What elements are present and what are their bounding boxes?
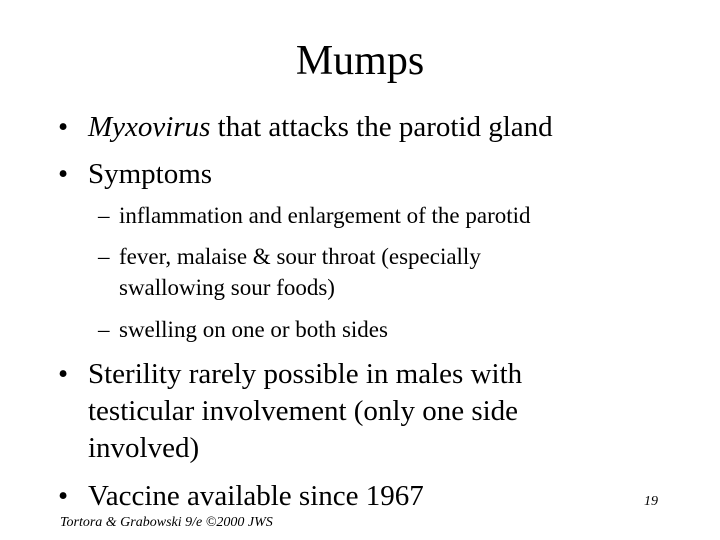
- sub-bullet-marker: –: [98, 203, 110, 228]
- sub-bullet-text: fever, malaise & sour throat (especially: [119, 244, 481, 269]
- slide-title: Mumps: [295, 38, 425, 84]
- sub-bullet-marker: –: [98, 244, 110, 269]
- bullet-marker: •: [58, 480, 69, 512]
- bullet-vaccine: [58, 478, 638, 515]
- bullet-line: involved): [88, 432, 200, 464]
- bullet-line: testicular involvement (only one side: [88, 395, 519, 427]
- bullet-sterility: [58, 356, 638, 467]
- sub-bullet-continuation: swallowing sour foods): [119, 275, 335, 300]
- bullet-marker: •: [58, 111, 69, 143]
- bullet-text: Vaccine available since 1967: [88, 480, 424, 512]
- bullet-italic-term: Myxovirus: [88, 111, 211, 143]
- bullet-symptoms: [58, 157, 658, 191]
- sub-bullet-inflammation: [98, 199, 618, 232]
- page-number: 19: [644, 494, 658, 509]
- bullet-text: that attacks the parotid gland: [210, 111, 553, 143]
- sub-bullet-fever: [98, 240, 618, 303]
- bullet-text: Symptoms: [88, 158, 213, 190]
- bullet-marker: •: [58, 358, 69, 390]
- bullet-myxovirus: [58, 110, 658, 144]
- bullet-marker: •: [58, 158, 69, 190]
- sub-bullet-swelling: [98, 313, 618, 346]
- sub-bullet-text: swelling on one or both sides: [119, 317, 388, 342]
- sub-bullet-marker: –: [98, 317, 110, 342]
- bullet-line: Sterility rarely possible in males with: [88, 358, 523, 390]
- sub-bullet-text: inflammation and enlargement of the parotid: [119, 203, 531, 228]
- footer-citation: Tortora & Grabowski 9/e ©2000 JWS: [60, 515, 273, 530]
